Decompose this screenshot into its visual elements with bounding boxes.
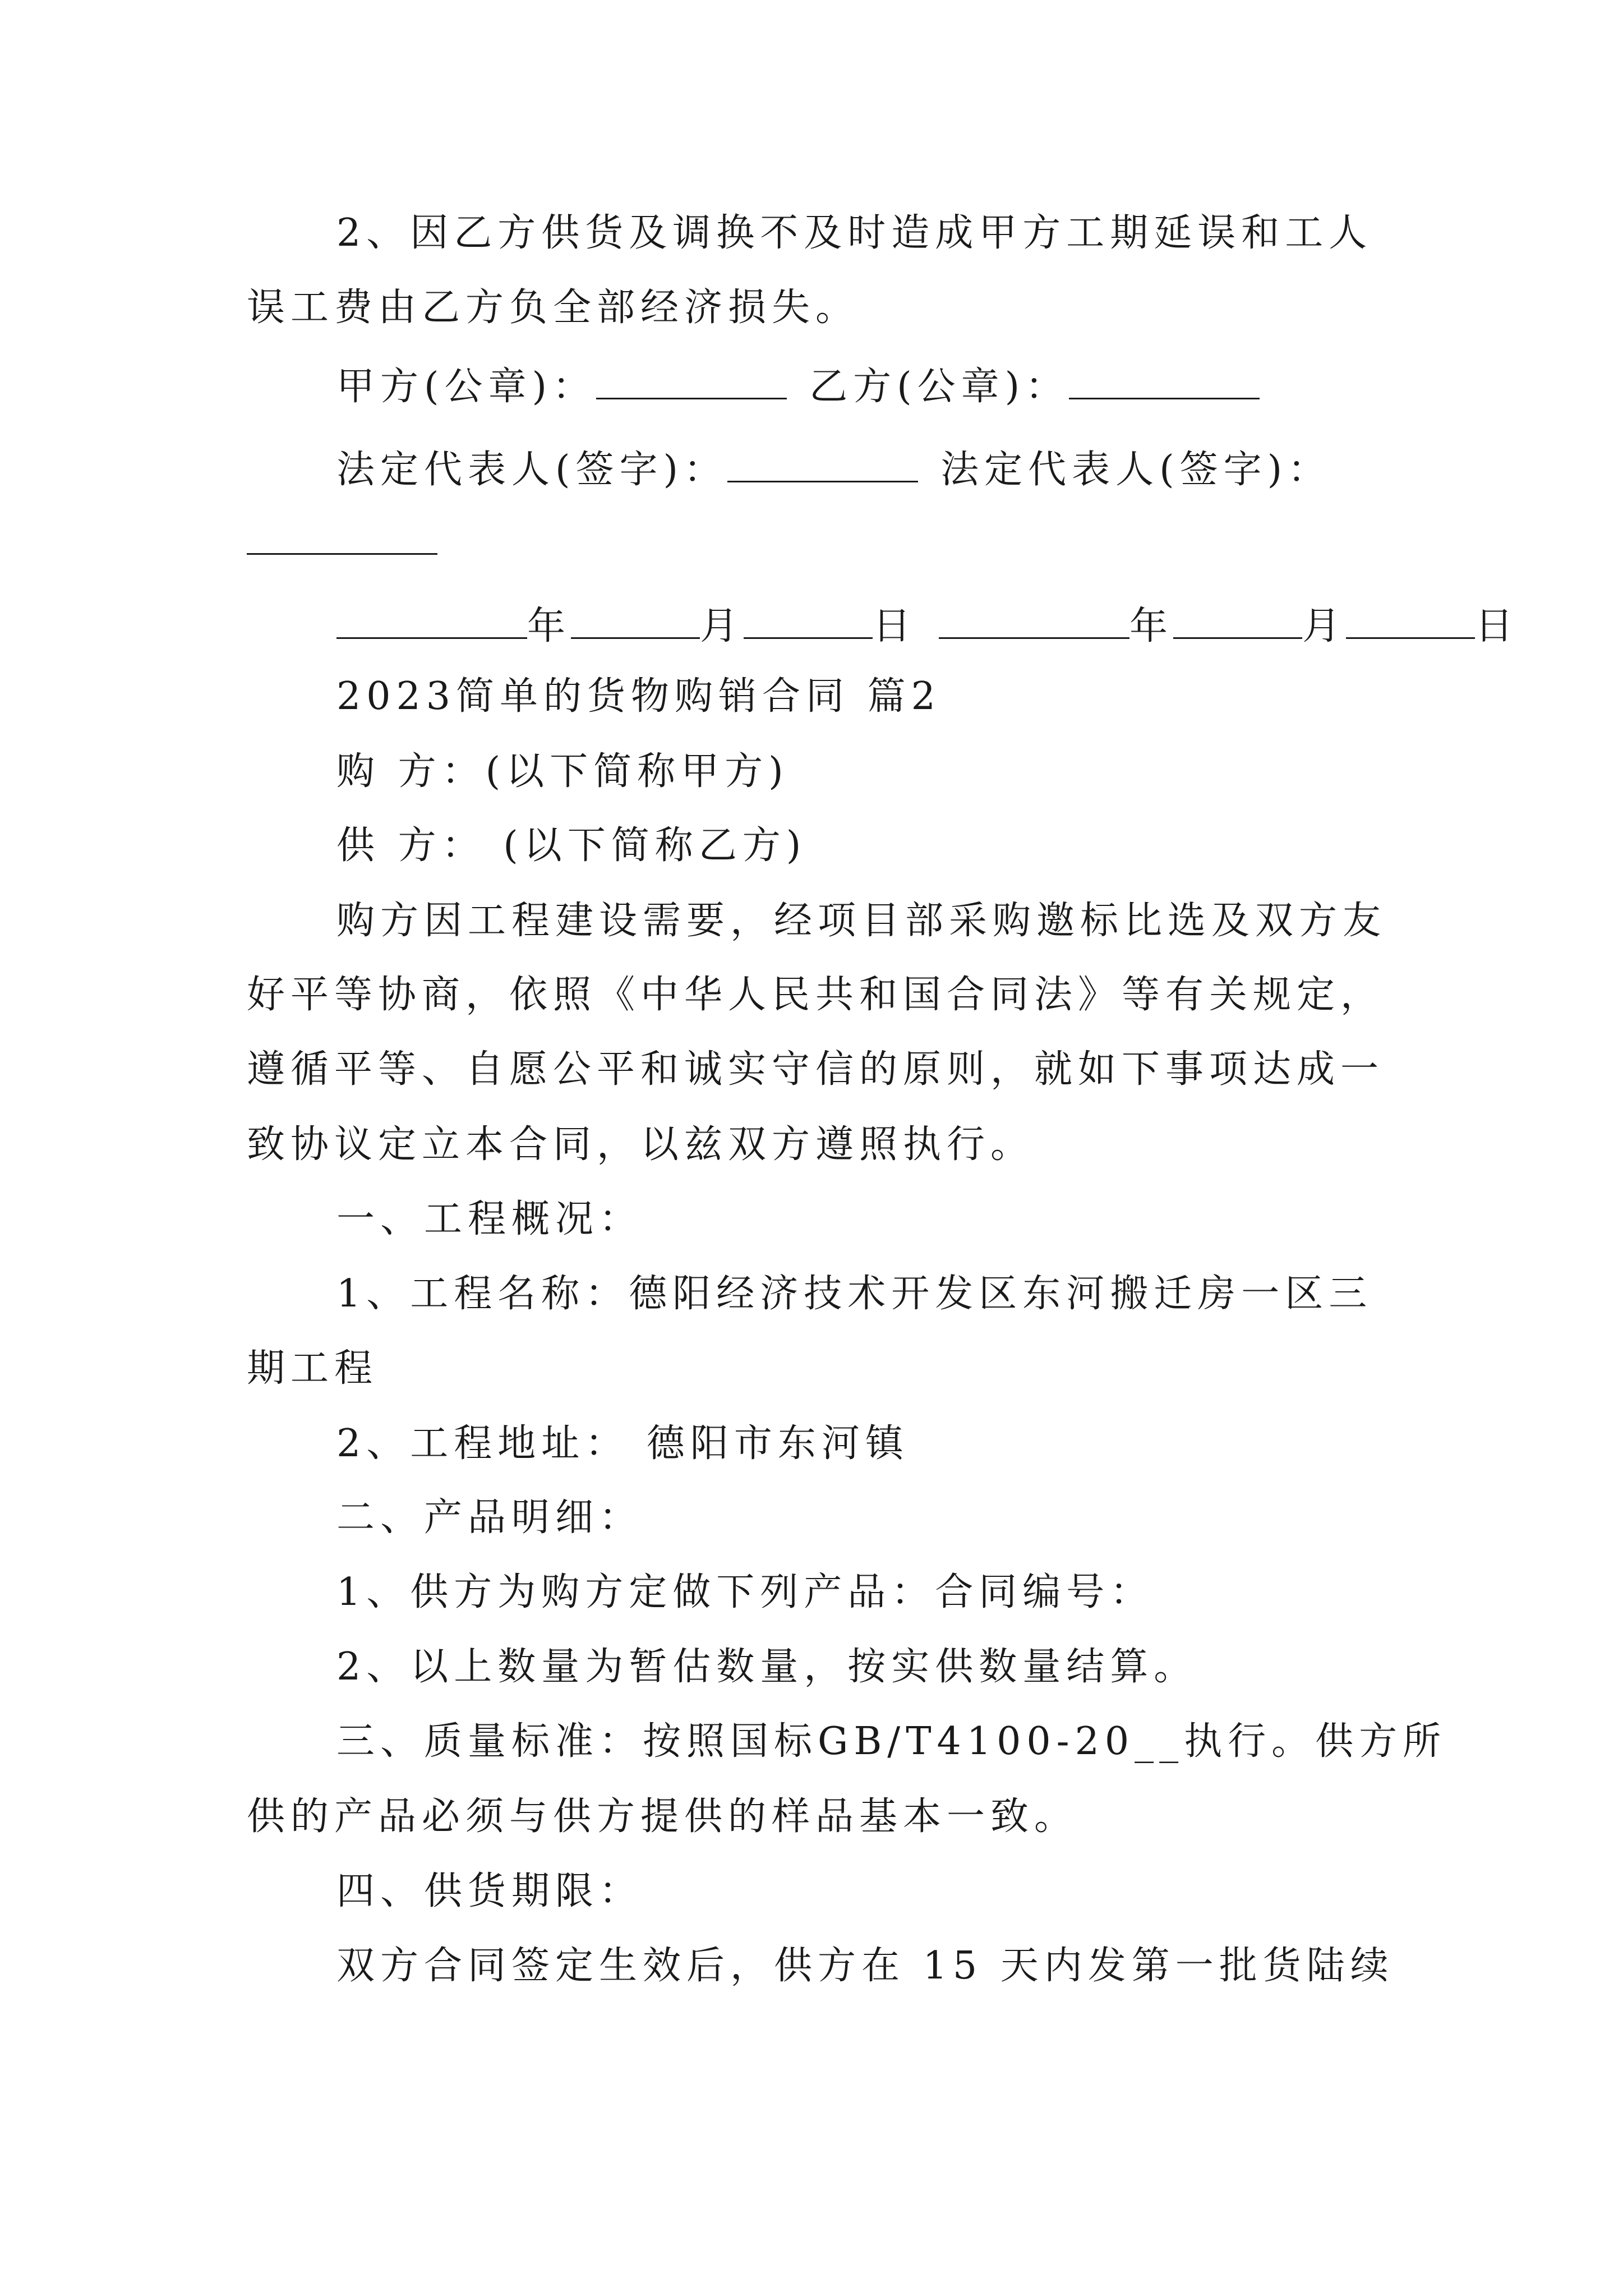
date-a-day-blank — [744, 603, 873, 639]
date-b-day-label: 日 — [1475, 604, 1519, 649]
quality-standard-line1: 三、质量标准：按照国标GB/T4100-20__执行。供方所 — [336, 1719, 1447, 1764]
heading-project-overview: 一、工程概况： — [336, 1197, 643, 1241]
date-b-year-label: 年 — [1129, 604, 1174, 649]
date-b-month-blank — [1173, 603, 1302, 639]
intro-line1: 购方因工程建设需要，经项目部采购邀标比选及双方友 — [336, 899, 1387, 943]
representative-overflow-blank-row — [247, 519, 437, 562]
project-address: 2、工程地址： 德阳市东河镇 — [336, 1421, 909, 1466]
product-item-1: 1、供方为购方定做下列产品：合同编号： — [336, 1570, 1154, 1614]
project-name-line1: 1、工程名称：德阳经济技术开发区东河搬迁房一区三 — [336, 1272, 1373, 1316]
party-a-seal-label: 甲方(公章)： — [336, 365, 597, 409]
party-b-representative-blank — [247, 519, 437, 555]
heading-product-details: 二、产品明细： — [336, 1496, 643, 1540]
heading-delivery-period: 四、供货期限： — [336, 1869, 643, 1913]
date-a-year-label: 年 — [527, 604, 571, 649]
date-b-month-label: 月 — [1302, 604, 1347, 649]
party-b-representative-label: 法定代表人(签字)： — [940, 448, 1332, 493]
date-b-year-blank — [939, 603, 1129, 639]
date-a-year-blank — [336, 603, 527, 639]
contract-section-title: 2023简单的货物购销合同 篇2 — [336, 674, 941, 719]
party-a-representative-blank — [727, 447, 918, 482]
date-b-day-blank — [1346, 603, 1475, 639]
party-a-seal-blank — [596, 364, 787, 399]
party-b-seal-blank — [1069, 364, 1260, 399]
intro-line4: 致协议定立本合同，以兹双方遵照执行。 — [247, 1122, 1035, 1167]
project-name-line2: 期工程 — [247, 1346, 379, 1391]
date-a-day-label: 日 — [873, 604, 917, 649]
date-a-month-blank — [571, 603, 700, 639]
seal-row — [336, 364, 1260, 409]
party-b-seal-label: 乙方(公章)： — [809, 365, 1069, 409]
delivery-line: 双方合同签定生效后，供方在 15 天内发第一批货陆续 — [336, 1944, 1394, 1988]
product-item-2: 2、以上数量为暂估数量，按实供数量结算。 — [336, 1645, 1198, 1689]
representative-row — [336, 447, 1332, 493]
intro-line2: 好平等协商，依照《中华人民共和国合同法》等有关规定， — [247, 973, 1385, 1017]
intro-line3: 遵循平等、自愿公平和诚实守信的原则，就如下事项达成一 — [247, 1047, 1385, 1092]
date-row — [336, 603, 1519, 649]
quality-standard-line2: 供的产品必须与供方提供的样品基本一致。 — [247, 1795, 1078, 1839]
paragraph-delay-liability-line1: 2、因乙方供货及调换不及时造成甲方工期延误和工人 — [336, 211, 1373, 255]
buyer-line: 购 方：(以下简称甲方) — [336, 749, 789, 794]
paragraph-delay-liability-line2: 误工费由乙方负全部经济损失。 — [247, 286, 860, 330]
date-a-month-label: 月 — [700, 604, 744, 649]
party-a-representative-label: 法定代表人(签字)： — [336, 448, 728, 493]
supplier-line: 供 方： (以下简称乙方) — [336, 823, 807, 868]
